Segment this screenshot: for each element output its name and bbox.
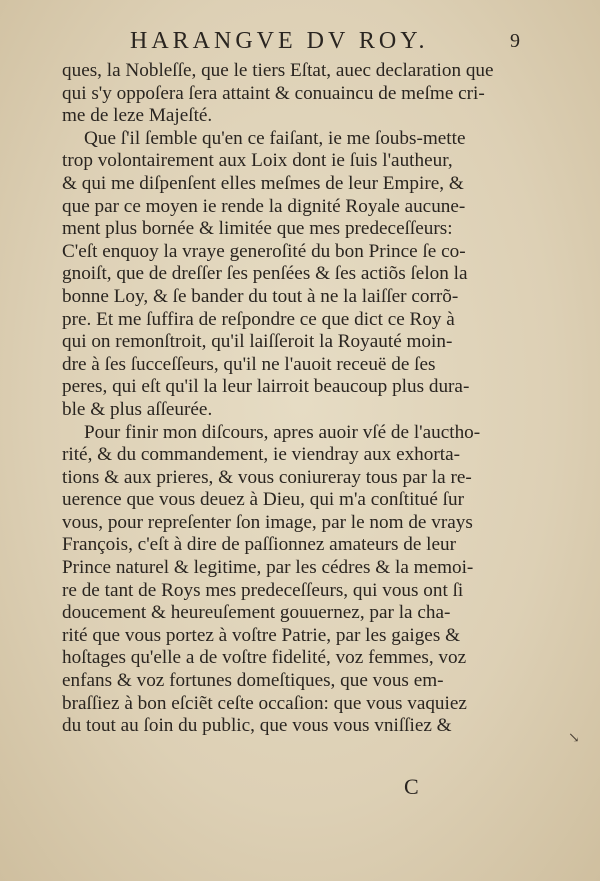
text-line: doucement & heureuſement gouuernez, par la cha- (62, 602, 451, 624)
text-line: peres, qui eſt qu'il la leur lairroit beaucoup plus dura- (62, 376, 470, 398)
text-line: tions & aux prieres, & vous coniureray tous par la re- (62, 466, 472, 488)
text-line: hoſtages qu'elle a de voſtre fidelité, voz femmes, voz (62, 647, 467, 669)
text-line: vous, pour repreſenter ſon image, par le nom de vrays (62, 511, 473, 533)
text-line: du tout au ſoin du public, que vous vous vniſſiez & (62, 715, 452, 737)
text-line: ques, la Nobleſſe, que le tiers Eſtat, auec declaration que (62, 60, 494, 81)
page-number: 9 (510, 30, 520, 52)
paragraph-start-line: Que ſ'il ſemble qu'en ce faiſant, ie me ſoubs-mette (84, 127, 466, 149)
text-line: uerence que vous deuez à Dieu, qui m'a conſtitué ſur (62, 489, 464, 511)
text-line: me de leze Majeſté. (62, 105, 213, 127)
text-line: braſſiez à bon eſciẽt ceſte occaſion: que vous vaquiez (62, 692, 467, 714)
text-line: ment plus bornée & limitée que mes predeceſſeurs: (62, 218, 453, 240)
text-line: trop volontairement aux Loix dont ie ſuis l'autheur, (62, 150, 453, 172)
text-line: rité, & du commandement, ie viendray aux exhorta- (62, 444, 461, 466)
text-line: rité que vous portez à voſtre Patrie, par les gaiges & (62, 624, 461, 646)
body-text (62, 60, 512, 738)
text-line: & qui me diſpenſent elles meſmes de leur Empire, & (62, 172, 464, 194)
text-line: qui s'y oppoſera ſera attaint & conuaincu de meſme cri- (62, 82, 485, 104)
text-line: C'eſt enquoy la vraye generoſité du bon Prince ſe co- (62, 240, 466, 262)
text-line: François, c'eſt à dire de paſſionnez amateurs de leur (62, 534, 456, 556)
page-header (120, 28, 520, 58)
text-line: bonne Loy, & ſe bander du tout à ne la laiſſer corrõ- (62, 285, 459, 307)
text-line: ble & plus aſſeurée. (62, 398, 213, 420)
signature-mark: C (404, 774, 419, 799)
text-line: enfans & voz fortunes domeſtiques, que vous em- (62, 670, 444, 692)
text-line: que par ce moyen ie rende la dignité Royale aucune- (62, 195, 466, 217)
text-line: dre à ſes ſucceſſeurs, qu'il ne l'auoit receuë de ſes (62, 353, 436, 375)
text-line: gnoiſt, que de dreſſer ſes penſées & ſes actiõs ſelon la (62, 263, 468, 285)
text-line: re de tant de Roys mes predeceſſeurs, qui vous ont ſi (62, 579, 464, 601)
margin-mark: ↘ (568, 731, 580, 746)
text-line: pre. Et me ſuffira de reſpondre ce que dict ce Roy à (62, 308, 455, 330)
paragraph-start-line: Pour finir mon diſcours, apres auoir vſé de l'auctho- (84, 421, 481, 443)
text-line: qui on remonſtroit, qu'il laiſſeroit la Royauté moin- (62, 331, 453, 353)
text-line: Prince naturel & legitime, par les cédres & la memoi- (62, 557, 474, 579)
running-head: HARANGVE DV ROY. (130, 28, 429, 54)
